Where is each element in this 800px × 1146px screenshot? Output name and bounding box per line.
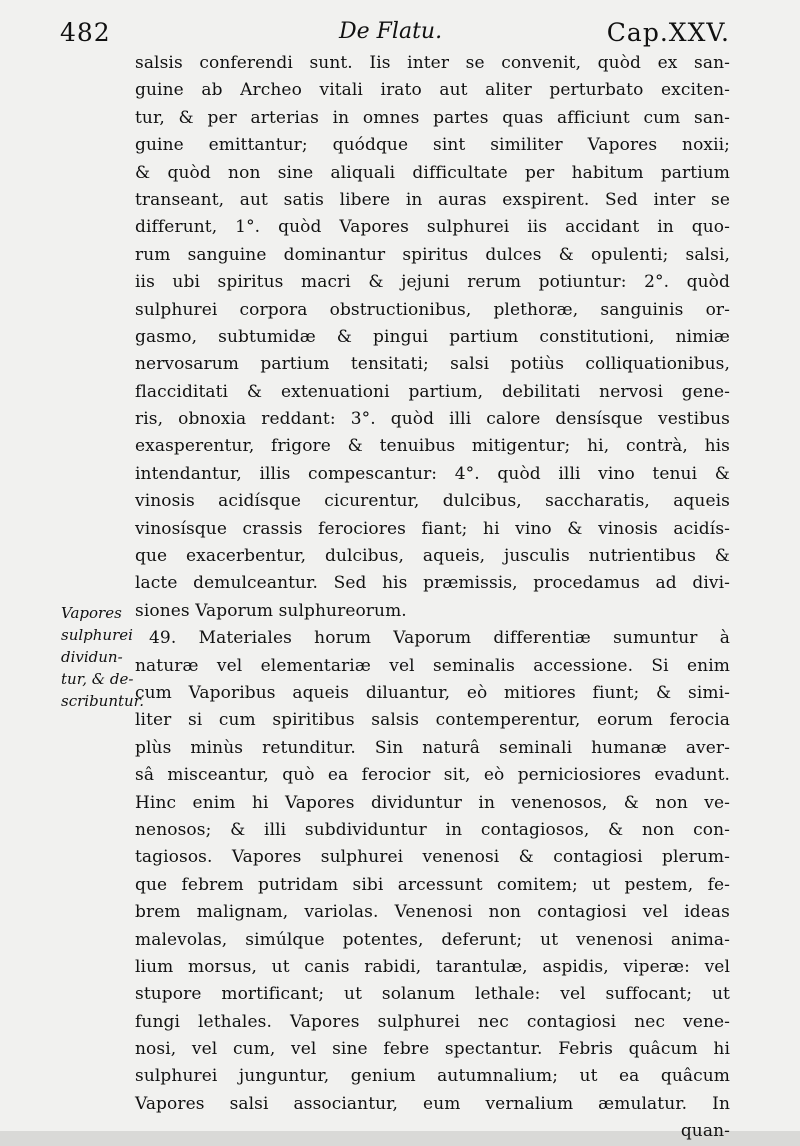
margin-note-line: tur, & de-	[61, 670, 134, 688]
margin-note-line: scribuntur.	[61, 692, 144, 710]
text-line: plùs minùs retunditur. Sin naturâ seminali humanæ aver-	[135, 737, 730, 758]
text-line: siones Vaporum sulphureorum.	[135, 600, 407, 621]
text-line: ris, obnoxia reddant: 3°. quòd illi calore densísque vestibus	[135, 409, 730, 430]
text-line: naturæ vel elementariæ vel seminalis accessione. Si enim	[135, 655, 730, 676]
running-head	[60, 14, 730, 48]
text-line: nervosarum partium tensitati; salsi potiùs colliquationibus,	[135, 354, 730, 375]
text-line: que febrem putridam sibi arcessunt comitem; ut pestem, fe-	[135, 874, 730, 895]
text-line: transeant, aut satis libere in auras exspirent. Sed inter se	[135, 189, 730, 210]
text-line: malevolas, simúlque potentes, deferunt; ut venenosi anima-	[135, 929, 730, 950]
text-line: fungi lethales. Vapores sulphurei nec contagiosi nec vene-	[135, 1011, 730, 1032]
text-line: exasperentur, frigore & tenuibus mitigentur; hi, contrà, his	[135, 436, 730, 457]
text-line: intendantur, illis compescantur: 4°. quòd illi vino tenui &	[135, 463, 730, 484]
text-line: lium morsus, ut canis rabidi, tarantulæ, aspidis, viperæ: vel	[135, 956, 730, 977]
text-line: nenosos; & illi subdividuntur in contagiosos, & non con-	[135, 819, 730, 840]
text-line: liter si cum spiritibus salsis contemperentur, eorum ferocia	[135, 710, 730, 731]
text-line: & quòd non sine aliquali difficultate per habitum partium	[135, 162, 730, 183]
text-line: nosi, vel cum, vel sine febre spectantur. Febris quâcum hi	[135, 1039, 730, 1060]
text-line: brem malignam, variolas. Venenosi non contagiosi vel ideas	[135, 902, 730, 923]
text-line: sâ misceantur, quò ea ferocior sit, eò perniciosiores evadunt.	[135, 765, 730, 786]
text-line: cum Vaporibus aqueis diluantur, eò mitiores fiunt; & simi-	[135, 682, 730, 703]
chapter-label: Cap.XXV.	[606, 18, 730, 47]
paragraph-start-line: 49. Materiales horum Vaporum differentiæ sumuntur à	[149, 628, 730, 649]
margin-note-line: Vapores	[61, 604, 122, 622]
text-line: Hinc enim hi Vapores dividuntur in venenosos, & non ve-	[135, 792, 730, 813]
text-line: sulphurei junguntur, genium autumnalium; ut ea quâcum	[135, 1066, 730, 1087]
running-title: De Flatu.	[339, 19, 443, 44]
text-line: guine ab Archeo vitali irato aut aliter perturbato exciten-	[135, 80, 730, 101]
text-line: tagiosos. Vapores sulphurei venenosi & contagiosi plerum-	[135, 847, 730, 868]
margin-note-line: dividun-	[61, 648, 123, 666]
text-line: Vapores salsi associantur, eum vernalium æmulatur. In	[135, 1093, 730, 1114]
text-line: tur, & per arterias in omnes partes quas afficiunt cum san-	[135, 107, 730, 128]
text-line: flacciditati & extenuationi partium, debilitati nervosi gene-	[135, 381, 730, 402]
page-number: 482	[60, 18, 111, 47]
text-line: sulphurei corpora obstructionibus, plethoræ, sanguinis or-	[135, 299, 730, 320]
body-text	[135, 50, 730, 1146]
text-line: iis ubi spiritus macri & jejuni rerum potiuntur: 2°. quòd	[135, 272, 730, 293]
margin-note-line: sulphurei	[61, 626, 133, 644]
margin-note	[61, 602, 144, 712]
text-line: salsis conferendi sunt. Iis inter se convenit, quòd ex san-	[135, 53, 730, 73]
text-line: lacte demulceantur. Sed his præmissis, procedamus ad divi-	[135, 573, 730, 594]
catchword: quan-	[680, 1121, 730, 1142]
text-line: rum sanguine dominantur spiritus dulces & opulenti; salsi,	[135, 244, 730, 265]
text-line: gasmo, subtumidæ & pingui partium constitutioni, nimiæ	[135, 326, 730, 347]
text-line: que exacerbentur, dulcibus, aqueis, jusculis nutrientibus &	[135, 546, 730, 567]
text-line: vinosis acidísque cicurentur, dulcibus, saccharatis, aqueis	[135, 491, 730, 512]
text-line: guine emittantur; quódque sint similiter Vapores noxii;	[135, 135, 730, 156]
text-line: differunt, 1°. quòd Vapores sulphurei iis accidant in quo-	[135, 217, 730, 238]
text-line: vinosísque crassis ferociores fiant; hi vino & vinosis acidís-	[135, 518, 730, 539]
text-line: stupore mortificant; ut solanum lethale: vel suffocant; ut	[135, 984, 730, 1005]
